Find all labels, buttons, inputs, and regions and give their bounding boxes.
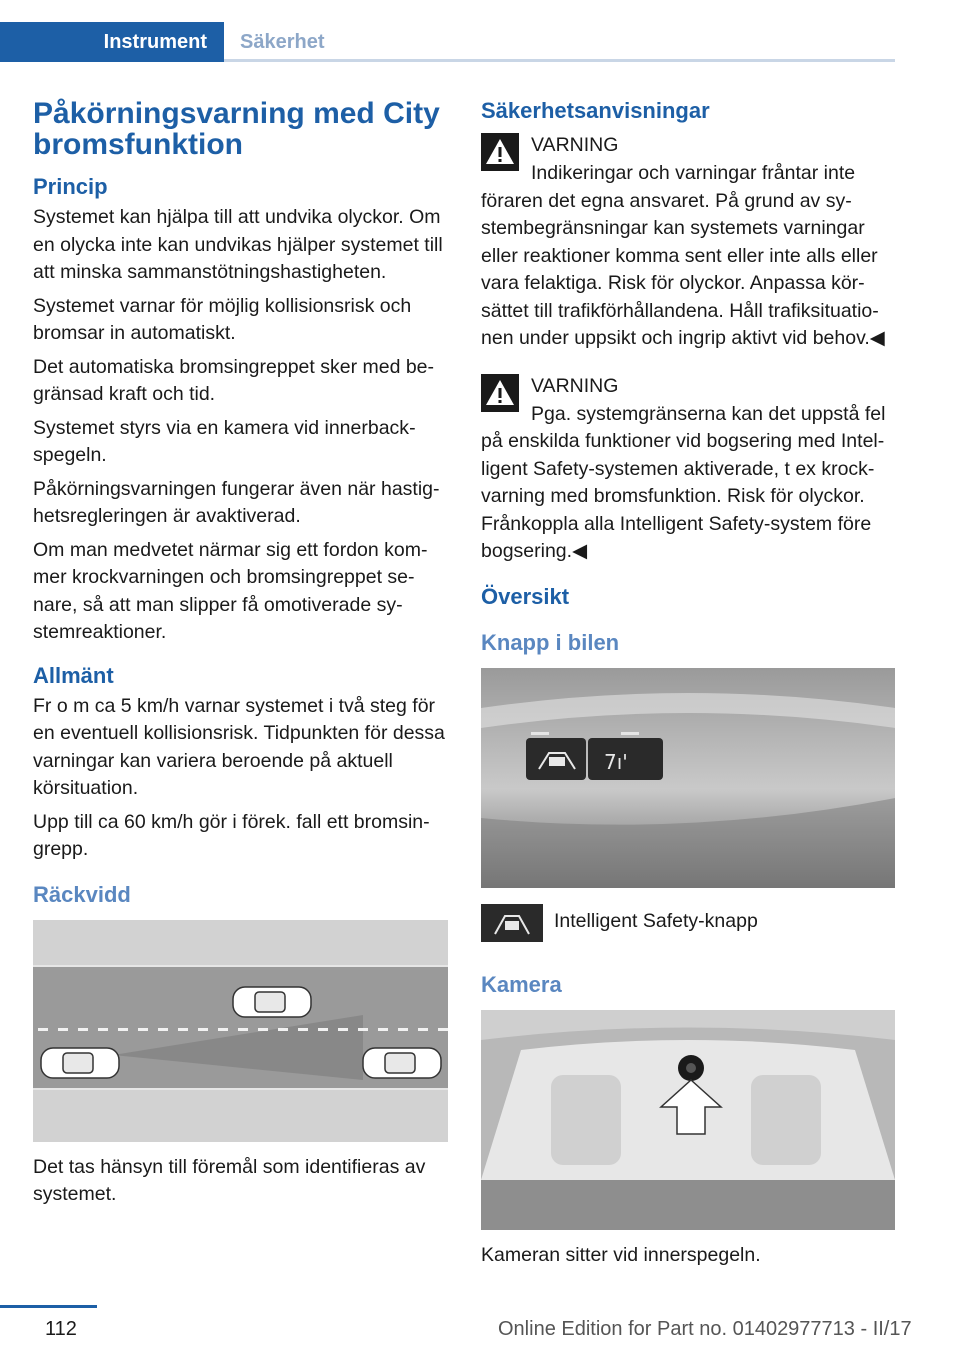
- princip-heading: Princip: [33, 174, 108, 199]
- svg-text:7ı': 7ı': [604, 749, 628, 774]
- warning-2-label: VARNING: [531, 374, 619, 397]
- tab-sakerhet[interactable]: [224, 22, 895, 62]
- tab-instrument[interactable]: [0, 22, 224, 62]
- oversikt-heading: Översikt: [481, 583, 570, 609]
- button-photo: [481, 668, 895, 888]
- safety-button-icon: [481, 904, 543, 942]
- princip-paragraph-2: Systemet varnar för möjlig kollisionsrisk och bromsar in automatiskt.: [33, 294, 412, 344]
- car-icon: [233, 987, 311, 1017]
- warning-2: [481, 371, 895, 566]
- page-number: 112: [45, 1318, 77, 1340]
- rackvidd-caption: Det tas hänsyn till föremål som identifieras av systemet.: [33, 1155, 426, 1205]
- knapp-caption-row: [481, 904, 895, 950]
- allmant-paragraph-2: Upp till ca 60 km/h gör i förek. fall ett bromsingrepp.: [33, 810, 430, 860]
- car-icon: [41, 1048, 119, 1078]
- allmant-paragraph-1: Fr o m ca 5 km/h varnar systemet i två steg för en eventuell kollisionsrisk. Tidpunkten för dessa varningar kan variera beroende på aktuell körsituation.: [33, 694, 445, 799]
- princip-paragraph-4: Systemet styrs via en kamera vid innerbackspegeln.: [33, 416, 416, 466]
- footer-line: [0, 1305, 97, 1308]
- header-tabs: [0, 0, 895, 62]
- page-title: Påkörningsvarning med City bromsfunktion: [33, 97, 440, 161]
- range-illustration: [33, 920, 448, 1142]
- princip-paragraph-1: Systemet kan hjälpa till att undvika olyckor. Om en olycka inte kan undvikas hjälper systemet till att minska sammanstötningshastigheten.: [33, 206, 443, 283]
- tab-sakerhet-label: Säkerhet: [240, 31, 325, 53]
- safety-heading: Säkerhetsanvisningar: [481, 98, 710, 123]
- kamera-heading: Kamera: [481, 971, 562, 997]
- header-divider: [224, 59, 895, 62]
- warning-2-text: Pga. systemgränserna kan det uppstå fel på enskilda funktioner vid bogsering med Intelligent Safety-systemen aktiverade, t ex krockvarning med bromsfunktion. Risk för olyckor. Frånkoppla alla Intelligent Safety-system före bogsering.◀: [481, 402, 886, 562]
- rackvidd-heading: Räckvidd: [33, 881, 131, 907]
- edition-note: Online Edition for Part no. 01402977713 - II/17: [498, 1318, 912, 1340]
- warning-1-label: VARNING: [531, 134, 619, 156]
- knapp-caption: Intelligent Safety-knapp: [554, 909, 758, 932]
- tab-instrument-label: Instrument: [103, 31, 207, 53]
- warning-1: [481, 130, 895, 353]
- camera-photo: [481, 1010, 895, 1230]
- warning-triangle-icon: [481, 374, 519, 412]
- warning-triangle-icon: [481, 133, 519, 171]
- princip-paragraph-3: Det automatiska bromsingreppet sker med begränsad kraft och tid.: [33, 355, 435, 405]
- allmant-heading: Allmänt: [33, 662, 114, 688]
- car-icon: [363, 1048, 441, 1078]
- warning-1-text: Indikeringar och varningar fråntar inte föraren det egna ansvaret. På grund av systembegränsningar kan systemets varningar eller reaktioner komma sent eller inte alls eller vara felaktiga. Risk för olyckor. Anpassa körsättet till trafikförhållandena. Håll trafiksituationen under uppsikt och ingrip aktivt vid behov.◀: [481, 162, 885, 349]
- princip-paragraph-5: Påkörningsvarningen fungerar även när hastighetsregleringen är avaktiverad.: [33, 477, 440, 527]
- kamera-caption: Kameran sitter vid innerspegeln.: [481, 1243, 761, 1266]
- princip-paragraph-6: Om man medvetet närmar sig ett fordon kommer krockvarningen och bromsingreppet senare, så att man slipper få omotiverade systemreaktioner.: [33, 538, 428, 643]
- knapp-heading: Knapp i bilen: [481, 629, 620, 655]
- left-column: [33, 98, 448, 1215]
- right-column: [481, 98, 895, 1275]
